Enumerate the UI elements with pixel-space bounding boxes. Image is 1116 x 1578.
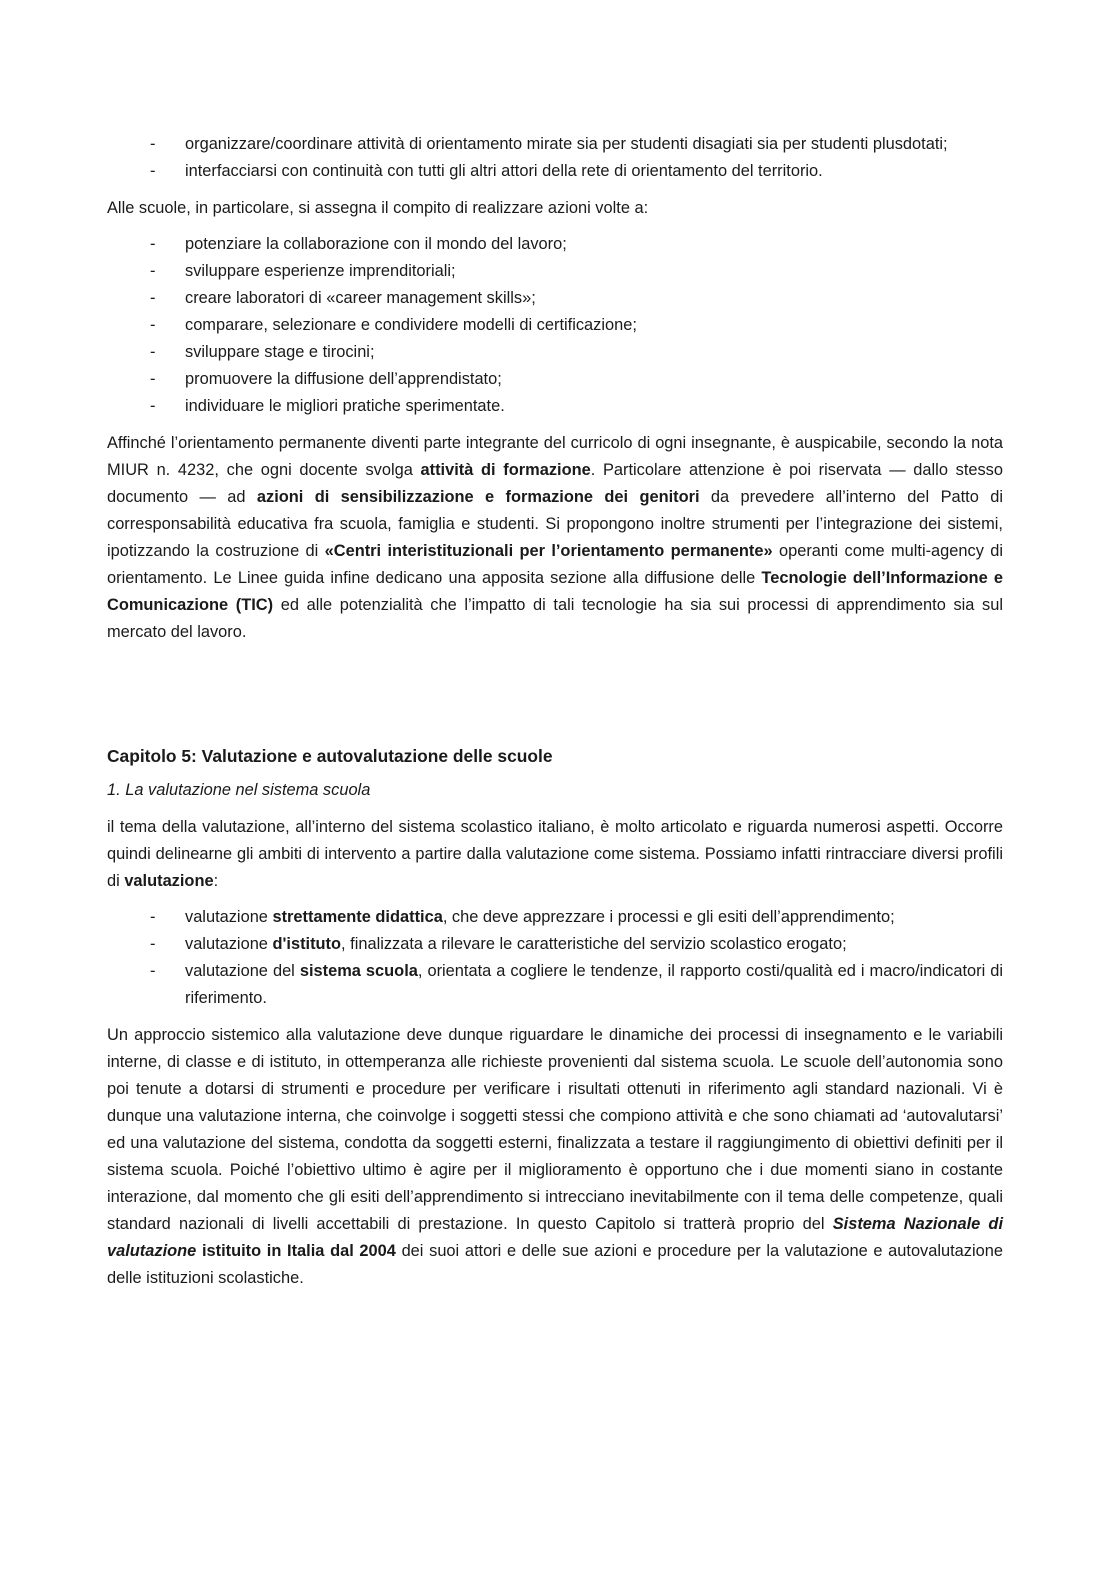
text-run: . Particolare attenzione è poi riservata — dallo stesso documento — ad: [107, 461, 1003, 506]
document-page: [107, 131, 1003, 1292]
dash-bullet: -: [150, 316, 156, 334]
text-run: :: [213, 872, 219, 890]
bold-run: «Centri interistituzionali per l’orientamento permanente»: [324, 542, 773, 560]
text-run: Un approccio sistemico alla valutazione deve dunque riguardare le dinamiche dei processi di insegnamento e le variabili interne, di classe e di istituto, in ottemperanza alle richieste provenienti dal sistema scuola. Le scuole dell’autonomia sono poi tenute a dotarsi di strumenti e procedure per verificare i risultati ottenuti in riferimento agli standard nazionali. Vi è dunque una valutazione interna, che coinvolge i soggetti stessi che compiono attività e che sono chiamati ad ‘autovalutarsi’ ed una valutazione del sistema, condotta da soggetti esterni, finalizzata a testare il raggiungimento di obiettivi definiti per il sistema scuola. Poiché l’obiettivo ultimo è agire per il miglioramento è opportuno che i due momenti siano in costante interazione, dal momento che gli esiti dell’apprendimento si intrecciano inevitabilmente con il tema delle competenze, quali standard nazionali di livelli accettabili di prestazione. In questo Capitolo si tratterà proprio del: [107, 1026, 1003, 1233]
text-run: ed alle potenzialità che l’impatto di tali tecnologie ha sia sui processi di apprendimento sia sul mercato del lavoro.: [107, 596, 1003, 641]
dash-bullet: -: [150, 370, 156, 388]
dash-bullet: -: [150, 935, 156, 953]
text-run: operanti come multi-agency di orientamento. Le Linee guida infine dedicano una apposita sezione alla diffusione delle: [107, 542, 1003, 587]
text-run: , orientata a cogliere le tendenze, il rapporto costi/qualità ed i macro/indicatori di riferimento.: [185, 962, 1004, 1007]
bold-run: azioni di sensibilizzazione e formazione dei genitori: [256, 488, 700, 506]
dash-bullet: -: [150, 397, 156, 415]
valutazione-paragraph: [107, 814, 1003, 895]
text-run: , che deve apprezzare i processi e gli esiti dell’apprendimento;: [442, 908, 895, 926]
text-run: valutazione: [185, 935, 273, 953]
final-paragraph: [107, 1022, 1003, 1292]
list-item: [107, 958, 1003, 1012]
section-title: 1. La valutazione nel sistema scuola: [107, 781, 371, 799]
list-item-text: creare laboratori di «career management skills»;: [185, 289, 536, 307]
valutazione-list: [107, 904, 1003, 1012]
list-item: [107, 366, 1003, 393]
top-bullet-list: [107, 131, 1003, 185]
text-run: Affinché l’orientamento permanente diventi parte integrante del curricolo di ogni insegnante, è auspicabile, secondo la nota MIUR n. 4232, che ogni docente svolga: [107, 434, 1003, 479]
school-actions-list: [107, 231, 1003, 420]
text-run: , finalizzata a rilevare le caratteristiche del servizio scolastico erogato;: [341, 935, 847, 953]
bold-run: sistema scuola: [299, 962, 418, 980]
list-item: [107, 339, 1003, 366]
bold-run: valutazione: [124, 872, 214, 890]
list-item: [107, 158, 1003, 185]
dash-bullet: -: [150, 162, 156, 180]
text-run: da prevedere all’interno del Patto di corresponsabilità educativa fra scuola, famiglia e studenti. Si propongono inoltre strumenti per l’integrazione dei sistemi, ipotizzando la costruzione di: [107, 488, 1003, 560]
bold-run: istituito in Italia dal 2004: [196, 1242, 396, 1260]
list-item-text: sviluppare esperienze imprenditoriali;: [185, 262, 456, 280]
text-run: il tema della valutazione, all’interno del sistema scolastico italiano, è molto articolato e riguarda numerosi aspetti. Occorre quindi delinearne gli ambiti di intervento a partire dalla valutazione come sistema. Possiamo infatti rintracciare diversi profili di: [107, 818, 1003, 890]
dash-bullet: -: [150, 962, 156, 980]
bold-run: d'istituto: [272, 935, 342, 953]
list-item: [107, 312, 1003, 339]
intro-paragraph: Alle scuole, in particolare, si assegna il compito di realizzare azioni volte a:: [107, 199, 649, 217]
list-item: [107, 285, 1003, 312]
list-item: [107, 904, 1003, 931]
dash-bullet: -: [150, 343, 156, 361]
list-item-text: sviluppare stage e tirocini;: [185, 343, 375, 361]
dash-bullet: -: [150, 908, 156, 926]
chapter-title: Capitolo 5: Valutazione e autovalutazione delle scuole: [107, 746, 553, 766]
bold-run: Tecnologie dell’Informazione e Comunicazione (TIC): [107, 569, 1003, 614]
text-run: valutazione del: [185, 962, 300, 980]
orientamento-paragraph: [107, 430, 1003, 646]
bold-run: strettamente didattica: [272, 908, 443, 926]
list-item-text: organizzare/coordinare attività di orientamento mirate sia per studenti disagiati sia per studenti plusdotati;: [185, 135, 948, 153]
list-item: [107, 931, 1003, 958]
dash-bullet: -: [150, 262, 156, 280]
list-item-text: promuovere la diffusione dell’apprendistato;: [185, 370, 502, 388]
bold-run: attività di formazione: [420, 461, 591, 479]
dash-bullet: -: [150, 235, 156, 253]
list-item: [107, 231, 1003, 258]
bold-italic-run: Sistema Nazionale di valutazione: [107, 1215, 1003, 1260]
list-item: [107, 131, 1003, 158]
list-item-text: potenziare la collaborazione con il mondo del lavoro;: [185, 235, 567, 253]
list-item-text: interfacciarsi con continuità con tutti gli altri attori della rete di orientamento del territorio.: [185, 162, 823, 180]
text-run: valutazione: [185, 908, 273, 926]
dash-bullet: -: [150, 135, 156, 153]
list-item-text: individuare le migliori pratiche sperimentate.: [185, 397, 505, 415]
list-item-text: comparare, selezionare e condividere modelli di certificazione;: [185, 316, 637, 334]
list-item: [107, 258, 1003, 285]
dash-bullet: -: [150, 289, 156, 307]
text-run: dei suoi attori e delle sue azioni e procedure per la valutazione e autovalutazione delle istituzioni scolastiche.: [107, 1242, 1003, 1287]
list-item: [107, 393, 1003, 420]
